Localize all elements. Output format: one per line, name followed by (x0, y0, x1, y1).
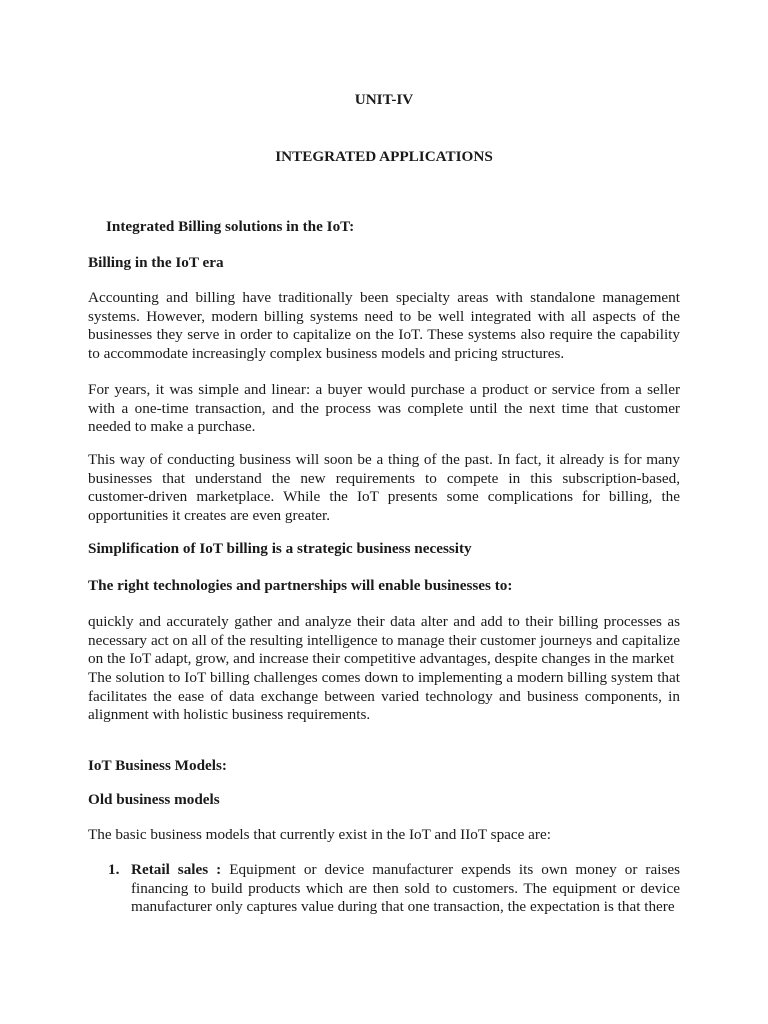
paragraph-4a: quickly and accurately gather and analyze their data alter and add to their billing processes as necessary act on all of the resulting intelligence to manage their customer journeys and capitalize on the IoT adapt, grow, and increase their competitive advantages, despite changes in the market (88, 613, 680, 668)
paragraph-4b: The solution to IoT billing challenges comes down to implementing a modern billing system that facilitates the ease of data exchange between varied technology and business components, in alignment with holistic business requirements. (88, 669, 680, 724)
unit-heading: UNIT-IV (354, 91, 414, 108)
paragraph-3: This way of conducting business will soon be a thing of the past. In fact, it already is for many businesses that understand the new requirements to compete in this subscription-based, customer-driven marketplace. While the IoT presents some complications for billing, the opportunities it creates are even greater. (88, 451, 680, 525)
list-item (110, 861, 680, 917)
paragraph-5: The basic business models that currently exist in the IoT and IIoT space are: (88, 826, 551, 843)
paragraph-2: For years, it was simple and linear: a buyer would purchase a product or service from a seller with a one-time transaction, and the process was complete until the next time that customer needed to make a purchase. (88, 381, 680, 436)
subheading-right-technologies: The right technologies and partnerships will enable businesses to: (88, 577, 513, 594)
subheading-old-business-models: Old business models (88, 791, 220, 808)
subheading-billing-iot-era: Billing in the IoT era (88, 254, 224, 271)
section-heading: Integrated Billing solutions in the IoT: (106, 218, 355, 235)
subheading-iot-business-models: IoT Business Models: (88, 757, 227, 774)
paragraph-1: Accounting and billing have traditionally been specialty areas with standalone management systems. However, modern billing systems need to be well integrated with all aspects of the businesses they serve in order to capitalize on the IoT. These systems also require the capability to accommodate increasingly complex business models and pricing structures. (88, 289, 680, 363)
page-title: INTEGRATED APPLICATIONS (275, 148, 493, 165)
list-number: 1. (108, 861, 120, 878)
list-text: Equipment or device manufacturer expends its own money or raises financing to build products which are then sold to customers. The equipment or device manufacturer only captures value during that one transaction, the expectation is that there (131, 861, 681, 916)
list-term: Retail sales : (131, 861, 222, 878)
subheading-simplification: Simplification of IoT billing is a strategic business necessity (88, 540, 472, 557)
